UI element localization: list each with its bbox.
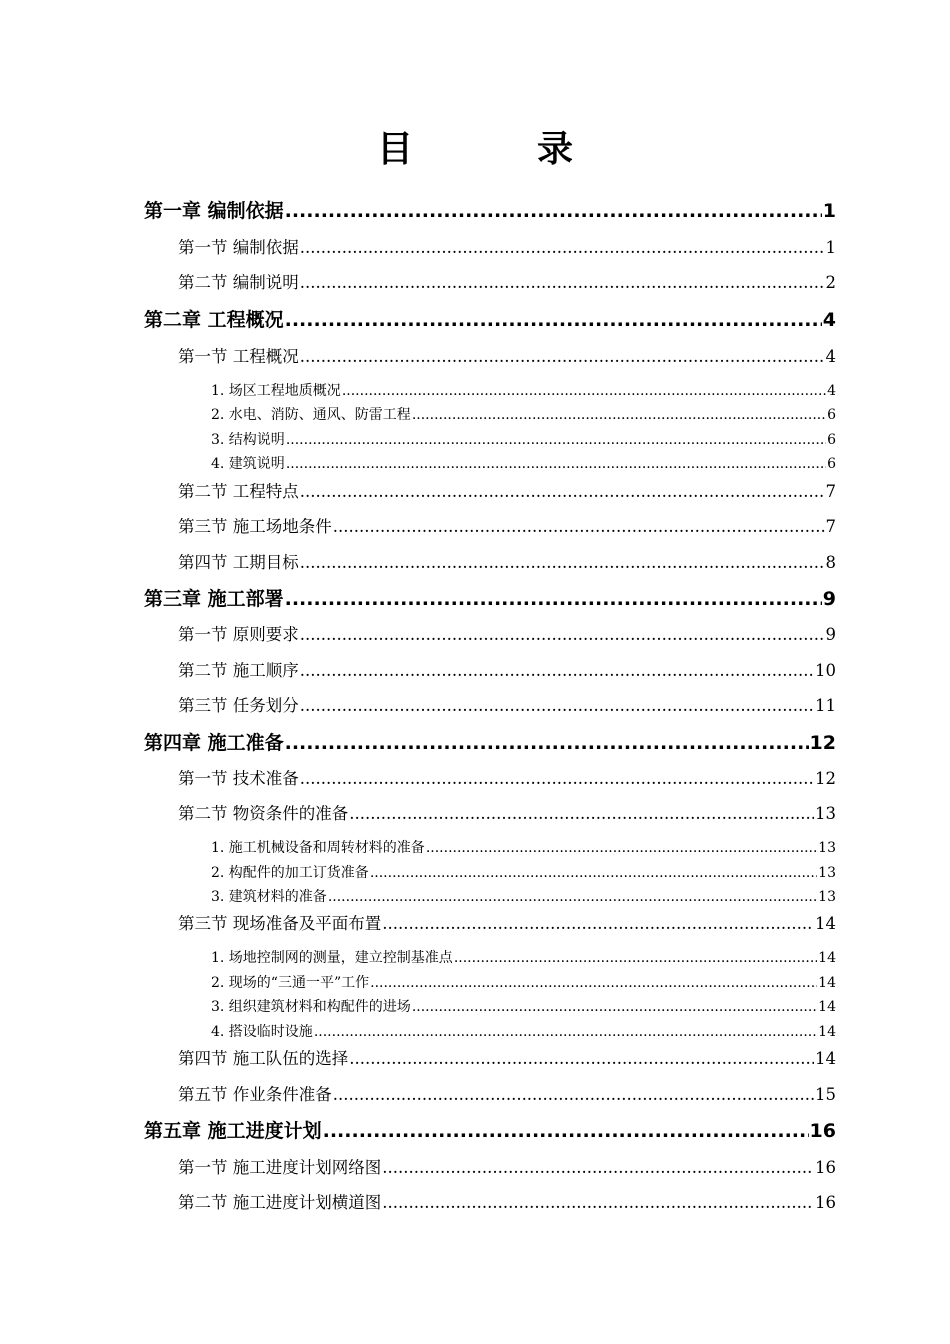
toc-page-number: 13 bbox=[818, 889, 836, 905]
toc-section[interactable] bbox=[178, 478, 836, 502]
toc-page-number: 1 bbox=[825, 238, 836, 257]
toc-page-number: 16 bbox=[815, 1158, 836, 1177]
toc-entry-title: 第三节 现场准备及平面布置 bbox=[178, 914, 382, 933]
toc-page-number: 6 bbox=[827, 432, 836, 448]
toc-entry-title: 1. 场区工程地质概况 bbox=[211, 383, 341, 399]
toc-entry-title: 第四节 工期目标 bbox=[178, 553, 299, 572]
toc-page-number: 2 bbox=[825, 273, 836, 292]
toc-page-number: 14 bbox=[818, 999, 836, 1015]
toc-page-number: 14 bbox=[815, 914, 836, 933]
dot-leader bbox=[285, 200, 822, 222]
toc-subsection[interactable] bbox=[211, 886, 836, 906]
dot-leader bbox=[412, 407, 826, 423]
dot-leader bbox=[300, 696, 814, 715]
toc-entry-title: 第一节 工程概况 bbox=[178, 347, 299, 366]
toc-section[interactable] bbox=[178, 692, 836, 716]
toc-page-number: 14 bbox=[818, 975, 836, 991]
toc-section[interactable] bbox=[178, 800, 836, 824]
toc-entry-title: 第一节 编制依据 bbox=[178, 238, 299, 257]
dot-leader bbox=[300, 238, 825, 257]
toc-section[interactable] bbox=[178, 657, 836, 681]
toc-entry-title: 第三节 施工场地条件 bbox=[178, 517, 332, 536]
toc-entry-title: 2. 构配件的加工订货准备 bbox=[211, 865, 369, 881]
toc-entry-title: 第二节 物资条件的准备 bbox=[178, 804, 349, 823]
toc-entry-title: 第二节 施工顺序 bbox=[178, 661, 299, 680]
toc-page-number: 13 bbox=[815, 804, 836, 823]
toc-page-number: 16 bbox=[815, 1193, 836, 1212]
toc-page-number: 7 bbox=[825, 482, 836, 501]
toc-page-number: 12 bbox=[809, 732, 836, 754]
toc-subsection[interactable] bbox=[211, 404, 836, 424]
toc-page-number: 6 bbox=[827, 407, 836, 423]
dot-leader bbox=[426, 840, 817, 856]
toc-entry-title: 3. 建筑材料的准备 bbox=[211, 889, 327, 905]
toc-page-number: 15 bbox=[815, 1085, 836, 1104]
toc-section[interactable] bbox=[178, 1154, 836, 1178]
dot-leader bbox=[300, 482, 825, 501]
toc-entry-title: 第五节 作业条件准备 bbox=[178, 1085, 332, 1104]
toc-page-number: 14 bbox=[815, 1049, 836, 1068]
toc-chapter-1[interactable] bbox=[144, 196, 836, 223]
toc-subsection[interactable] bbox=[211, 837, 836, 857]
toc-entry-title: 2. 现场的“三通一平”工作 bbox=[211, 975, 370, 991]
dot-leader bbox=[300, 553, 825, 572]
toc-section[interactable] bbox=[178, 1045, 836, 1069]
toc-chapter-4[interactable] bbox=[144, 728, 836, 755]
toc-section[interactable] bbox=[178, 513, 836, 537]
toc-page-number: 10 bbox=[815, 661, 836, 680]
dot-leader bbox=[300, 661, 814, 680]
toc-entry-title: 第一节 原则要求 bbox=[178, 625, 299, 644]
toc-entry-title: 第三节 任务划分 bbox=[178, 696, 299, 715]
toc-page-number: 4 bbox=[822, 309, 836, 331]
dot-leader bbox=[314, 1024, 817, 1040]
toc-page-number: 16 bbox=[809, 1120, 836, 1142]
toc-page-number: 6 bbox=[827, 456, 836, 472]
toc-subsection[interactable] bbox=[211, 862, 836, 882]
dot-leader bbox=[333, 1085, 814, 1104]
toc-entry-title: 第一节 施工进度计划网络图 bbox=[178, 1158, 382, 1177]
toc-subsection[interactable] bbox=[211, 380, 836, 400]
toc-section[interactable] bbox=[178, 910, 836, 934]
toc-subsection[interactable] bbox=[211, 429, 836, 449]
dot-leader bbox=[454, 950, 817, 966]
toc-section[interactable] bbox=[178, 765, 836, 789]
toc-page-number: 14 bbox=[818, 950, 836, 966]
toc-page-number: 1 bbox=[822, 200, 836, 222]
toc-page-number: 9 bbox=[825, 625, 836, 644]
dot-leader bbox=[286, 432, 826, 448]
dot-leader bbox=[382, 1193, 814, 1212]
dot-leader bbox=[342, 383, 826, 399]
toc-entry-title: 3. 组织建筑材料和构配件的进场 bbox=[211, 999, 411, 1015]
toc-entry-title: 第四章 施工准备 bbox=[144, 732, 284, 754]
toc-entry-title: 4. 建筑说明 bbox=[211, 456, 285, 472]
toc-subsection[interactable] bbox=[211, 453, 836, 473]
toc-page-number: 9 bbox=[822, 588, 836, 610]
dot-leader bbox=[328, 889, 817, 905]
dot-leader bbox=[382, 914, 814, 933]
toc-entry-title: 1. 施工机械设备和周转材料的准备 bbox=[211, 840, 425, 856]
toc-section[interactable] bbox=[178, 549, 836, 573]
dot-leader bbox=[370, 975, 817, 991]
toc-section[interactable] bbox=[178, 621, 836, 645]
toc-chapter-2[interactable] bbox=[144, 305, 836, 332]
toc-subsection[interactable] bbox=[211, 996, 836, 1016]
toc-entry-title: 第一节 技术准备 bbox=[178, 769, 299, 788]
dot-leader bbox=[349, 1049, 814, 1068]
toc-entry-title: 1. 场地控制网的测量，建立控制基准点 bbox=[211, 950, 453, 966]
dot-leader bbox=[412, 999, 817, 1015]
toc-section[interactable] bbox=[178, 1189, 836, 1213]
dot-leader bbox=[333, 517, 825, 536]
toc-entry-title: 4. 搭设临时设施 bbox=[211, 1024, 313, 1040]
toc-page-number: 7 bbox=[825, 517, 836, 536]
toc-page-number: 13 bbox=[818, 865, 836, 881]
dot-leader bbox=[285, 309, 822, 331]
toc-page-number: 11 bbox=[815, 696, 836, 715]
toc-entry-title: 3. 结构说明 bbox=[211, 432, 285, 448]
toc-entry-title: 第三章 施工部署 bbox=[144, 588, 284, 610]
toc-entry-title: 第一章 编制依据 bbox=[144, 200, 284, 222]
dot-leader bbox=[300, 273, 825, 292]
toc-entry-title: 2. 水电、消防、通风、防雷工程 bbox=[211, 407, 411, 423]
dot-leader bbox=[300, 769, 814, 788]
toc-page-number: 4 bbox=[825, 347, 836, 366]
toc-entry-title: 第五章 施工进度计划 bbox=[144, 1120, 322, 1142]
toc-subsection[interactable] bbox=[211, 1021, 836, 1041]
toc-entry-title: 第四节 施工队伍的选择 bbox=[178, 1049, 349, 1068]
toc-page-number: 4 bbox=[827, 383, 836, 399]
toc-page-number: 8 bbox=[825, 553, 836, 572]
dot-leader bbox=[300, 625, 825, 644]
toc-entry-title: 第二章 工程概况 bbox=[144, 309, 284, 331]
toc-section[interactable] bbox=[178, 269, 836, 293]
toc-chapter-5[interactable] bbox=[144, 1116, 836, 1143]
dot-leader bbox=[286, 456, 826, 472]
toc-title: 目 录 bbox=[376, 129, 617, 170]
toc-subsection[interactable] bbox=[211, 947, 836, 967]
toc-chapter-3[interactable] bbox=[144, 584, 836, 611]
toc-subsection[interactable] bbox=[211, 972, 836, 992]
dot-leader bbox=[370, 865, 817, 881]
toc-entry-title: 第二节 编制说明 bbox=[178, 273, 299, 292]
dot-leader bbox=[382, 1158, 814, 1177]
toc-section[interactable] bbox=[178, 234, 836, 258]
toc-page-number: 13 bbox=[818, 840, 836, 856]
toc-entry-title: 第二节 施工进度计划横道图 bbox=[178, 1193, 382, 1212]
toc-entry-title: 第二节 工程特点 bbox=[178, 482, 299, 501]
dot-leader bbox=[300, 347, 825, 366]
dot-leader bbox=[285, 588, 822, 610]
toc-page-number: 14 bbox=[818, 1024, 836, 1040]
toc-page-number: 12 bbox=[815, 769, 836, 788]
dot-leader bbox=[285, 732, 809, 754]
toc-section[interactable] bbox=[178, 1081, 836, 1105]
dot-leader bbox=[323, 1120, 809, 1142]
toc-section[interactable] bbox=[178, 343, 836, 367]
dot-leader bbox=[349, 804, 814, 823]
